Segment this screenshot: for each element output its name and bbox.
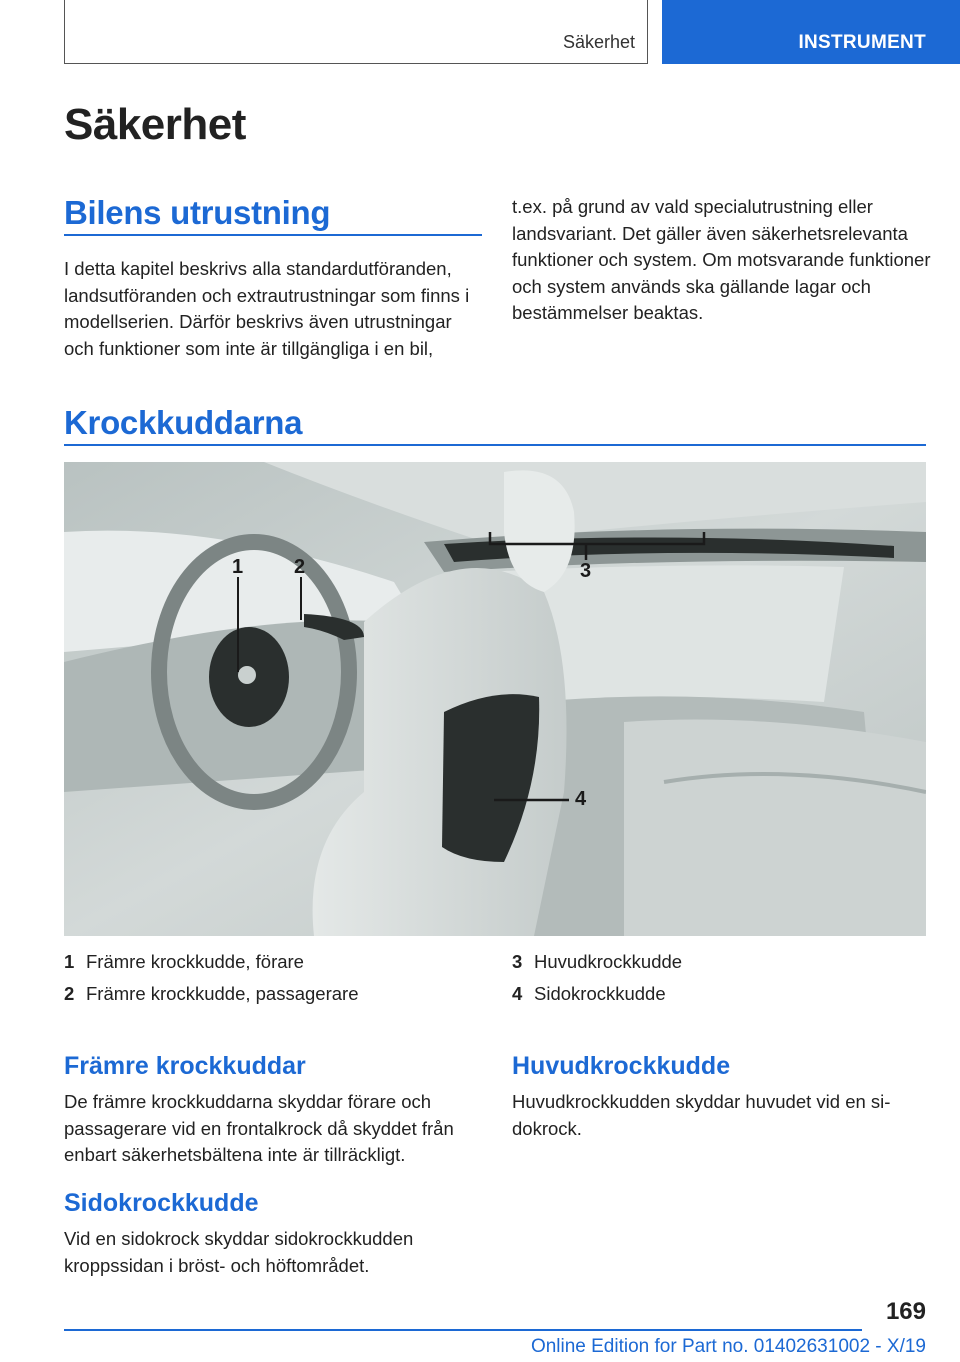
legend-right [512,949,932,1007]
footer-rule [64,1329,862,1331]
callout-3: 3 [580,560,592,582]
heading-bilens-utrustning: Bilens utrustning [64,194,331,231]
legend-text: Främre krockkudde, förare [86,951,304,972]
heading-huvudkrockkudde: Huvudkrockkudde [512,1052,731,1080]
legend-text: Sidokrockkudde [534,983,666,1004]
legend-left [64,949,484,1007]
sido-text: Vid en sidokrock skyddar sidokrockkudden kroppssidan i bröst- och höftområdet. [64,1228,414,1276]
legend-num: 2 [64,983,75,1004]
legend-num: 1 [64,951,75,972]
huvud-text: Huvudkrockkudden skyddar huvudet vid en sidokrock. [512,1091,891,1139]
heading-krockkuddarna: Krockkuddarna [64,404,303,441]
footer-edition[interactable]: Online Edition for Part no. 01402631002 - X/19 [530,1336,926,1357]
callout-1: 1 [232,556,244,578]
page-number: 169 [885,1298,926,1325]
callout-4: 4 [575,788,587,810]
header-chapter-tab[interactable] [662,0,960,64]
legend-num: 3 [512,951,523,972]
heading-rule [64,444,926,446]
legend-text: Främre krockkudde, passagerare [86,983,359,1004]
legend-text: Huvudkrockkudde [534,951,683,972]
airbag-illustration [64,462,926,936]
heading-framre-krockkuddar: Främre krockkuddar [64,1052,306,1080]
header-section-label[interactable]: Säkerhet [562,32,635,52]
page-title: Säkerhet [64,100,246,149]
bilens-text-col1: I detta kapitel beskrivs alla standardutföranden, landsutföranden och extrautrustningar som finns i modellserien. Därför beskrivs även utrustningar och funktioner som inte är tillgängliga i en bil, [64,258,470,359]
bilens-text-col2: t.ex. på grund av vald specialutrustning eller landsvariant. Det gäller även säkerhetsrelevanta funktioner och system. Om motsvarande funktioner och system används ska gällande lagar och bestämmelser beaktas. [512,196,931,323]
legend-num: 4 [512,983,523,1004]
header-chapter-label: INSTRUMENT [798,32,926,53]
callout-2: 2 [294,556,306,578]
heading-sidokrockkudde: Sidokrockkudde [64,1189,259,1217]
header-section-box [64,0,648,64]
heading-rule [64,234,482,236]
framre-text: De främre krockkuddarna skyddar förare och passagerare vid en frontalkrock då skyddet från enbart säkerhetsbältena inte är tillräckligt. [64,1091,454,1165]
